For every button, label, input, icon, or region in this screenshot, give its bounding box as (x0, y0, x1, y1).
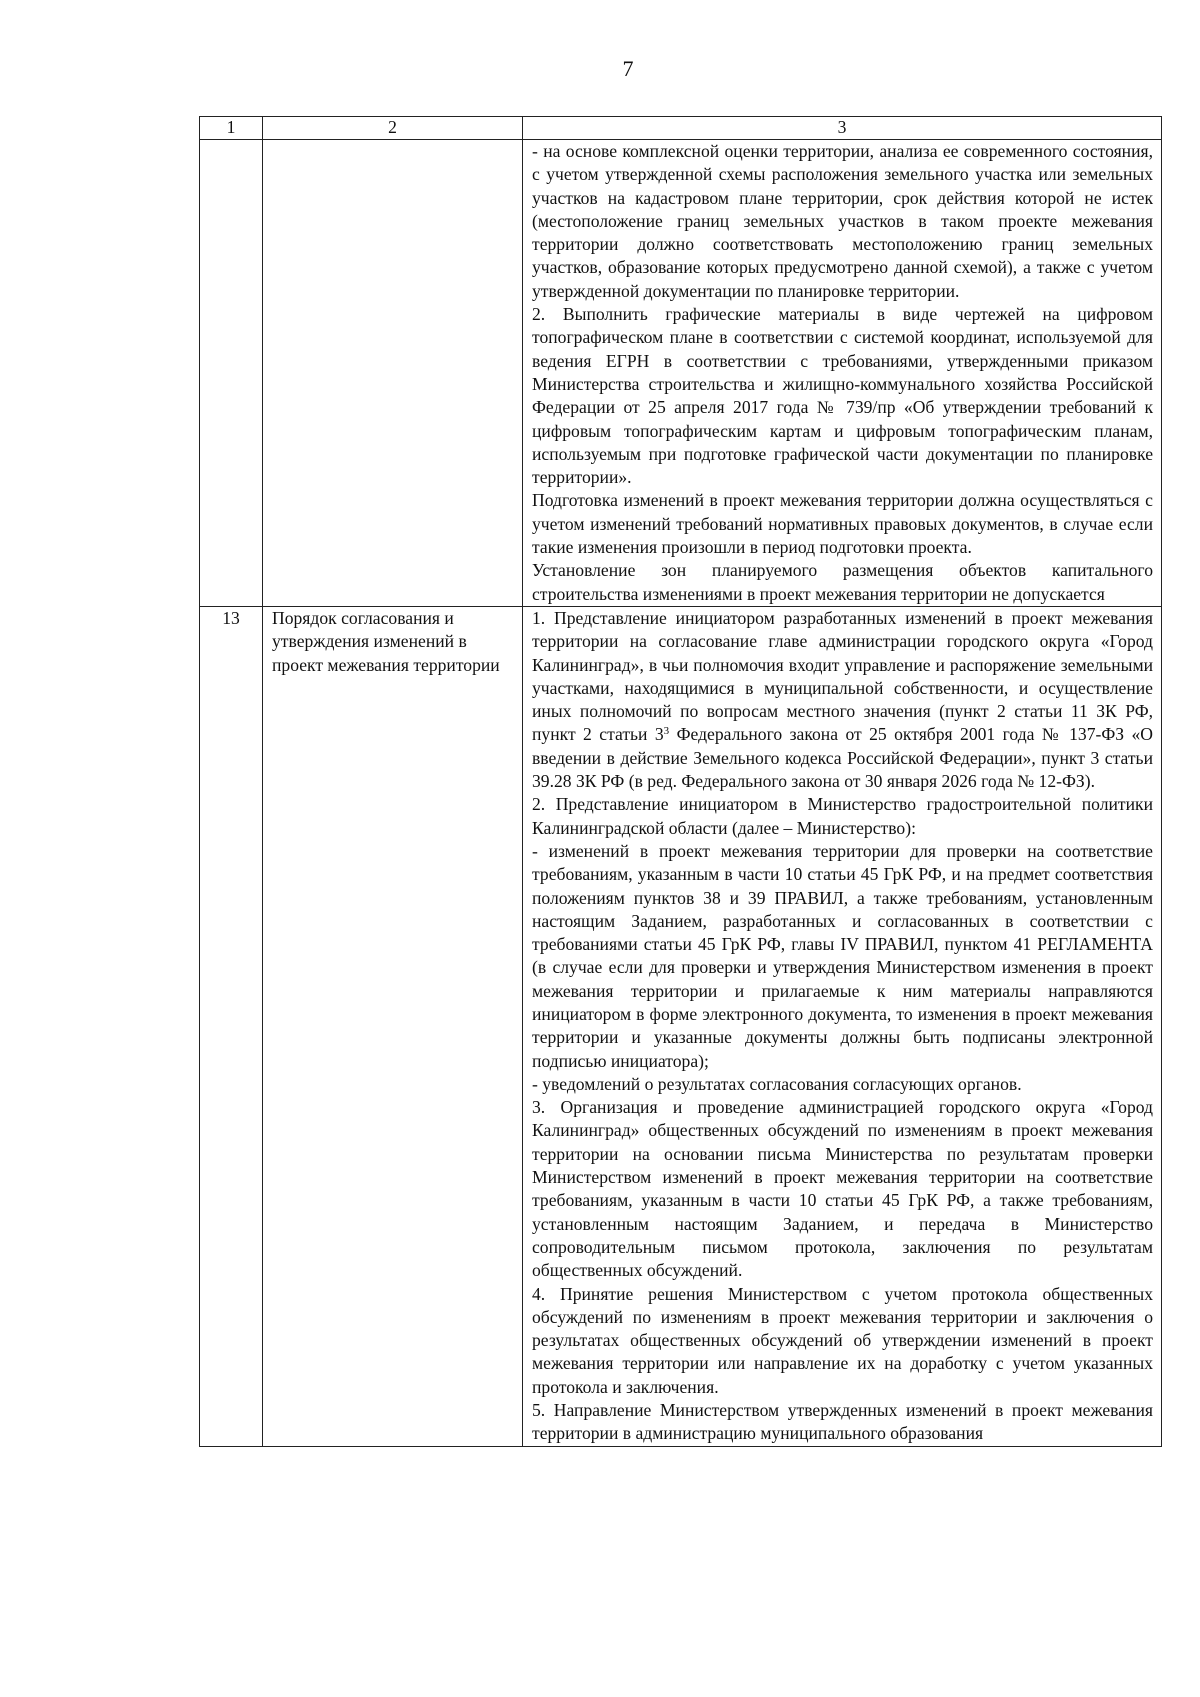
column-header-1: 1 (200, 117, 263, 140)
paragraph: - уведомлений о результатах согласования согласующих органов. (532, 1073, 1022, 1094)
table-row-13 (200, 606, 1162, 1446)
paragraph: - на основе комплексной оценки территории, анализа ее современного состояния, с учетом утвержденной схемы расположения земельного участка или земельных участков на кадастровом плане территории, срок действия которой не истек (местоположение границ земельных участков в таком проекте межевания территории должно соответствовать местоположению границ земельных участков, образование которых предусмотрено данной схемой), а также с учетом утвержденной документации по планировке территории. (532, 141, 1153, 301)
document-table (199, 116, 1162, 1447)
table-row-continued (200, 140, 1162, 607)
column-header-2: 2 (263, 117, 523, 140)
row-number-cell (200, 140, 263, 607)
row-content-cell (523, 606, 1162, 1446)
row-name-cell: Порядок согласования и утверждения изменений в проект межевания территории (263, 606, 523, 1446)
paragraph: - изменений в проект межевания территории для проверки на соответствие требованиям, указанным в части 10 статьи 45 ГрК РФ, и на предмет соответствия положениям пунктов 38 и 39 ПРАВИЛ, а также требованиям, установленным настоящим Заданием, разработанных и согласованных в соответствии с требованиями статьи 45 ГрК РФ, главы IV ПРАВИЛ, пунктом 41 РЕГЛАМЕНТА (в случае если для проверки и утверждения Министерством изменения в проект межевания территории и прилагаемые к ним материалы направляются инициатором в форме электронного документа, то изменения в проект межевания территории и указанные документы должны быть подписаны электронной подписью инициатора); (532, 840, 1153, 1071)
paragraph: 2. Выполнить графические материалы в виде чертежей на цифровом топографическом плане в соответствии с системой координат, используемой для ведения ЕГРН в соответствии с требованиями, утвержденными приказом Министерства строительства и жилищно-коммунального хозяйства Российской Федерации от 25 апреля 2017 года № 739/пр «Об утверждении требований к цифровым топографическим картам и цифровым топографическим планам, используемым при подготовке графической части документации по планировке территории». (532, 304, 1153, 488)
paragraph: Установление зон планируемого размещения объектов капитального строительства изменениями в проект межевания территории не допускается (532, 560, 1153, 604)
superscript: 3 (663, 725, 670, 738)
paragraph: 4. Принятие решения Министерством с учетом протокола общественных обсуждений по изменениям в проект межевания территории и заключения о результатах общественных обсуждений об утверждении изменений в проект межевания территории или направление их на доработку с учетом указанных протокола и заключения. (532, 1283, 1153, 1397)
row-content-cell (523, 140, 1162, 607)
column-header-3: 3 (523, 117, 1162, 140)
row-number-cell: 13 (200, 606, 263, 1446)
paragraph-1-text: 1. Представление инициатором разработанных изменений в проект межевания территории на согласование главе администрации городского округа «Город Калининград», в чьи полномочия входит управление и распоряжение земельными участками, находящимися в муниципальной собственности, и осуществление иных полномочий по вопросам местного значения (пункт 2 статьи 11 ЗК РФ, пункт 2 статьи 3 (532, 607, 1153, 745)
paragraph: Подготовка изменений в проект межевания территории должна осуществляться с учетом изменений требований нормативных правовых документов, в случае если такие изменения произошли в период подготовки проекта. (532, 490, 1153, 558)
page-number: 7 (622, 56, 634, 81)
paragraph: 2. Представление инициатором в Министерство градостроительной политики Калининградской области (далее – Министерство): (532, 794, 1153, 838)
table-header-row (200, 117, 1162, 140)
paragraph: 5. Направление Министерством утвержденных изменений в проект межевания территории в администрацию муниципального образования (532, 1400, 1153, 1444)
row-name-cell (263, 140, 523, 607)
paragraph-1 (532, 607, 1153, 793)
paragraph: 3. Организация и проведение администрацией городского округа «Город Калининград» общественных обсуждений по изменениям в проект межевания территории на основании письма Министерства по результатам проверки Министерством изменений в проект межевания территории на соответствие требованиям, указанным в части 10 статьи 45 ГрК РФ, а также требованиям, установленным настоящим Заданием, и передача в Министерство сопроводительным письмом протокола, заключения по результатам общественных обсуждений. (532, 1097, 1153, 1281)
paragraph-1-text-end: Федерального закона от 25 октября 2001 года № 137-ФЗ «О введении в действие Земельного кодекса Российской Федерации», пункт 3 статьи 39.28 ЗК РФ (в ред. Федерального закона от 30 января 2026 года № 12-ФЗ). (532, 724, 1153, 792)
